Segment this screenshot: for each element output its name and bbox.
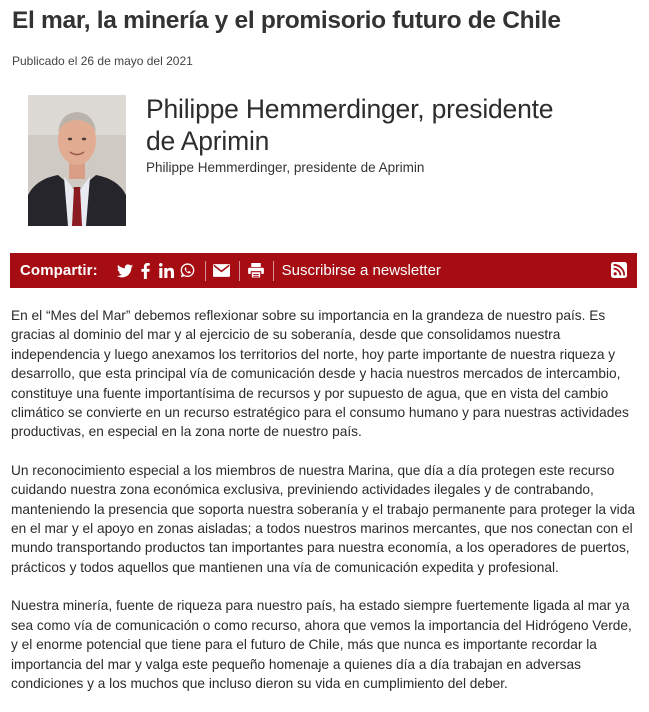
linkedin-icon[interactable] [157,261,177,281]
article-paragraph: En el “Mes del Mar” debemos reflexionar sobre su importancia en la grandeza de nuestro país. Es gracias al dominio del mar y al ejercicio de su soberanía, desde que consolidamos nuestra independencia y luego anexamos los territorios del norte, hoy parte importante de nuestra riqueza y desarrollo, que esta principal vía de comunicación desde y hacia nuestros mercados de intercambio, constituye una fuente importantísima de recursos y por supuesto de agua, que en vista del cambio climático se convierte en un recurso estratégico para el consumo humano y para nuestras actividades productivas, en especial en la zona norte de nuestro país. [11,308,629,440]
article-body [11,306,636,712]
share-bar [10,253,637,288]
article-title: El mar, la minería y el promisorio futuro de Chile [12,7,561,34]
author-photo [28,95,126,226]
separator [205,261,206,281]
facebook-icon[interactable] [136,261,156,281]
print-icon[interactable] [246,261,266,281]
rss-icon[interactable] [611,262,627,278]
twitter-icon[interactable] [115,261,135,281]
author-heading: Philippe Hemmerdinger, presidente de Aprimin [146,94,554,156]
author-block [28,95,628,227]
share-label: Compartir: [20,262,98,279]
share-icons [115,261,441,281]
email-icon[interactable] [212,261,232,281]
article-paragraph: Nuestra minería, fuente de riqueza para nuestro país, ha estado siempre fuertemente ligada al mar ya sea como vía de comunicación o como recurso, ahora que vemos la importancia del Hidrógeno Verde, y el enorme potencial que tiene para el futuro de Chile, más que nunca es importante recordar la importancia del mar y valga este pequeño homenaje a quienes día a día trabajan en adversas condiciones y a los muchos que incluso dieron su vida en cumplimiento del deber. [11,598,632,691]
newsletter-link[interactable]: Suscribirse a newsletter [281,262,441,279]
publish-date: Publicado el 26 de mayo del 2021 [12,54,193,68]
whatsapp-icon[interactable] [178,261,198,281]
article-paragraph: Un reconocimiento especial a los miembros de nuestra Marina, que día a día protegen este recurso cuidando nuestra zona económica exclusiva, previniendo actividades ilegales y de contrabando, manteniendo la presencia que soporta nuestra soberanía y el trabajo permanente para proteger la vida en el mar y el apoyo en zonas aisladas; a todos nuestros marinos mercantes, que nos conectan con el mundo transportando productos tan importantes para nuestra economía, a los operadores de puertos, prácticos y todos aquellos que mantienen una vía de comunicación expedita y profesional. [11,462,635,575]
separator [273,261,274,281]
author-caption: Philippe Hemmerdinger, presidente de Aprimin [146,160,425,175]
separator [239,261,240,281]
